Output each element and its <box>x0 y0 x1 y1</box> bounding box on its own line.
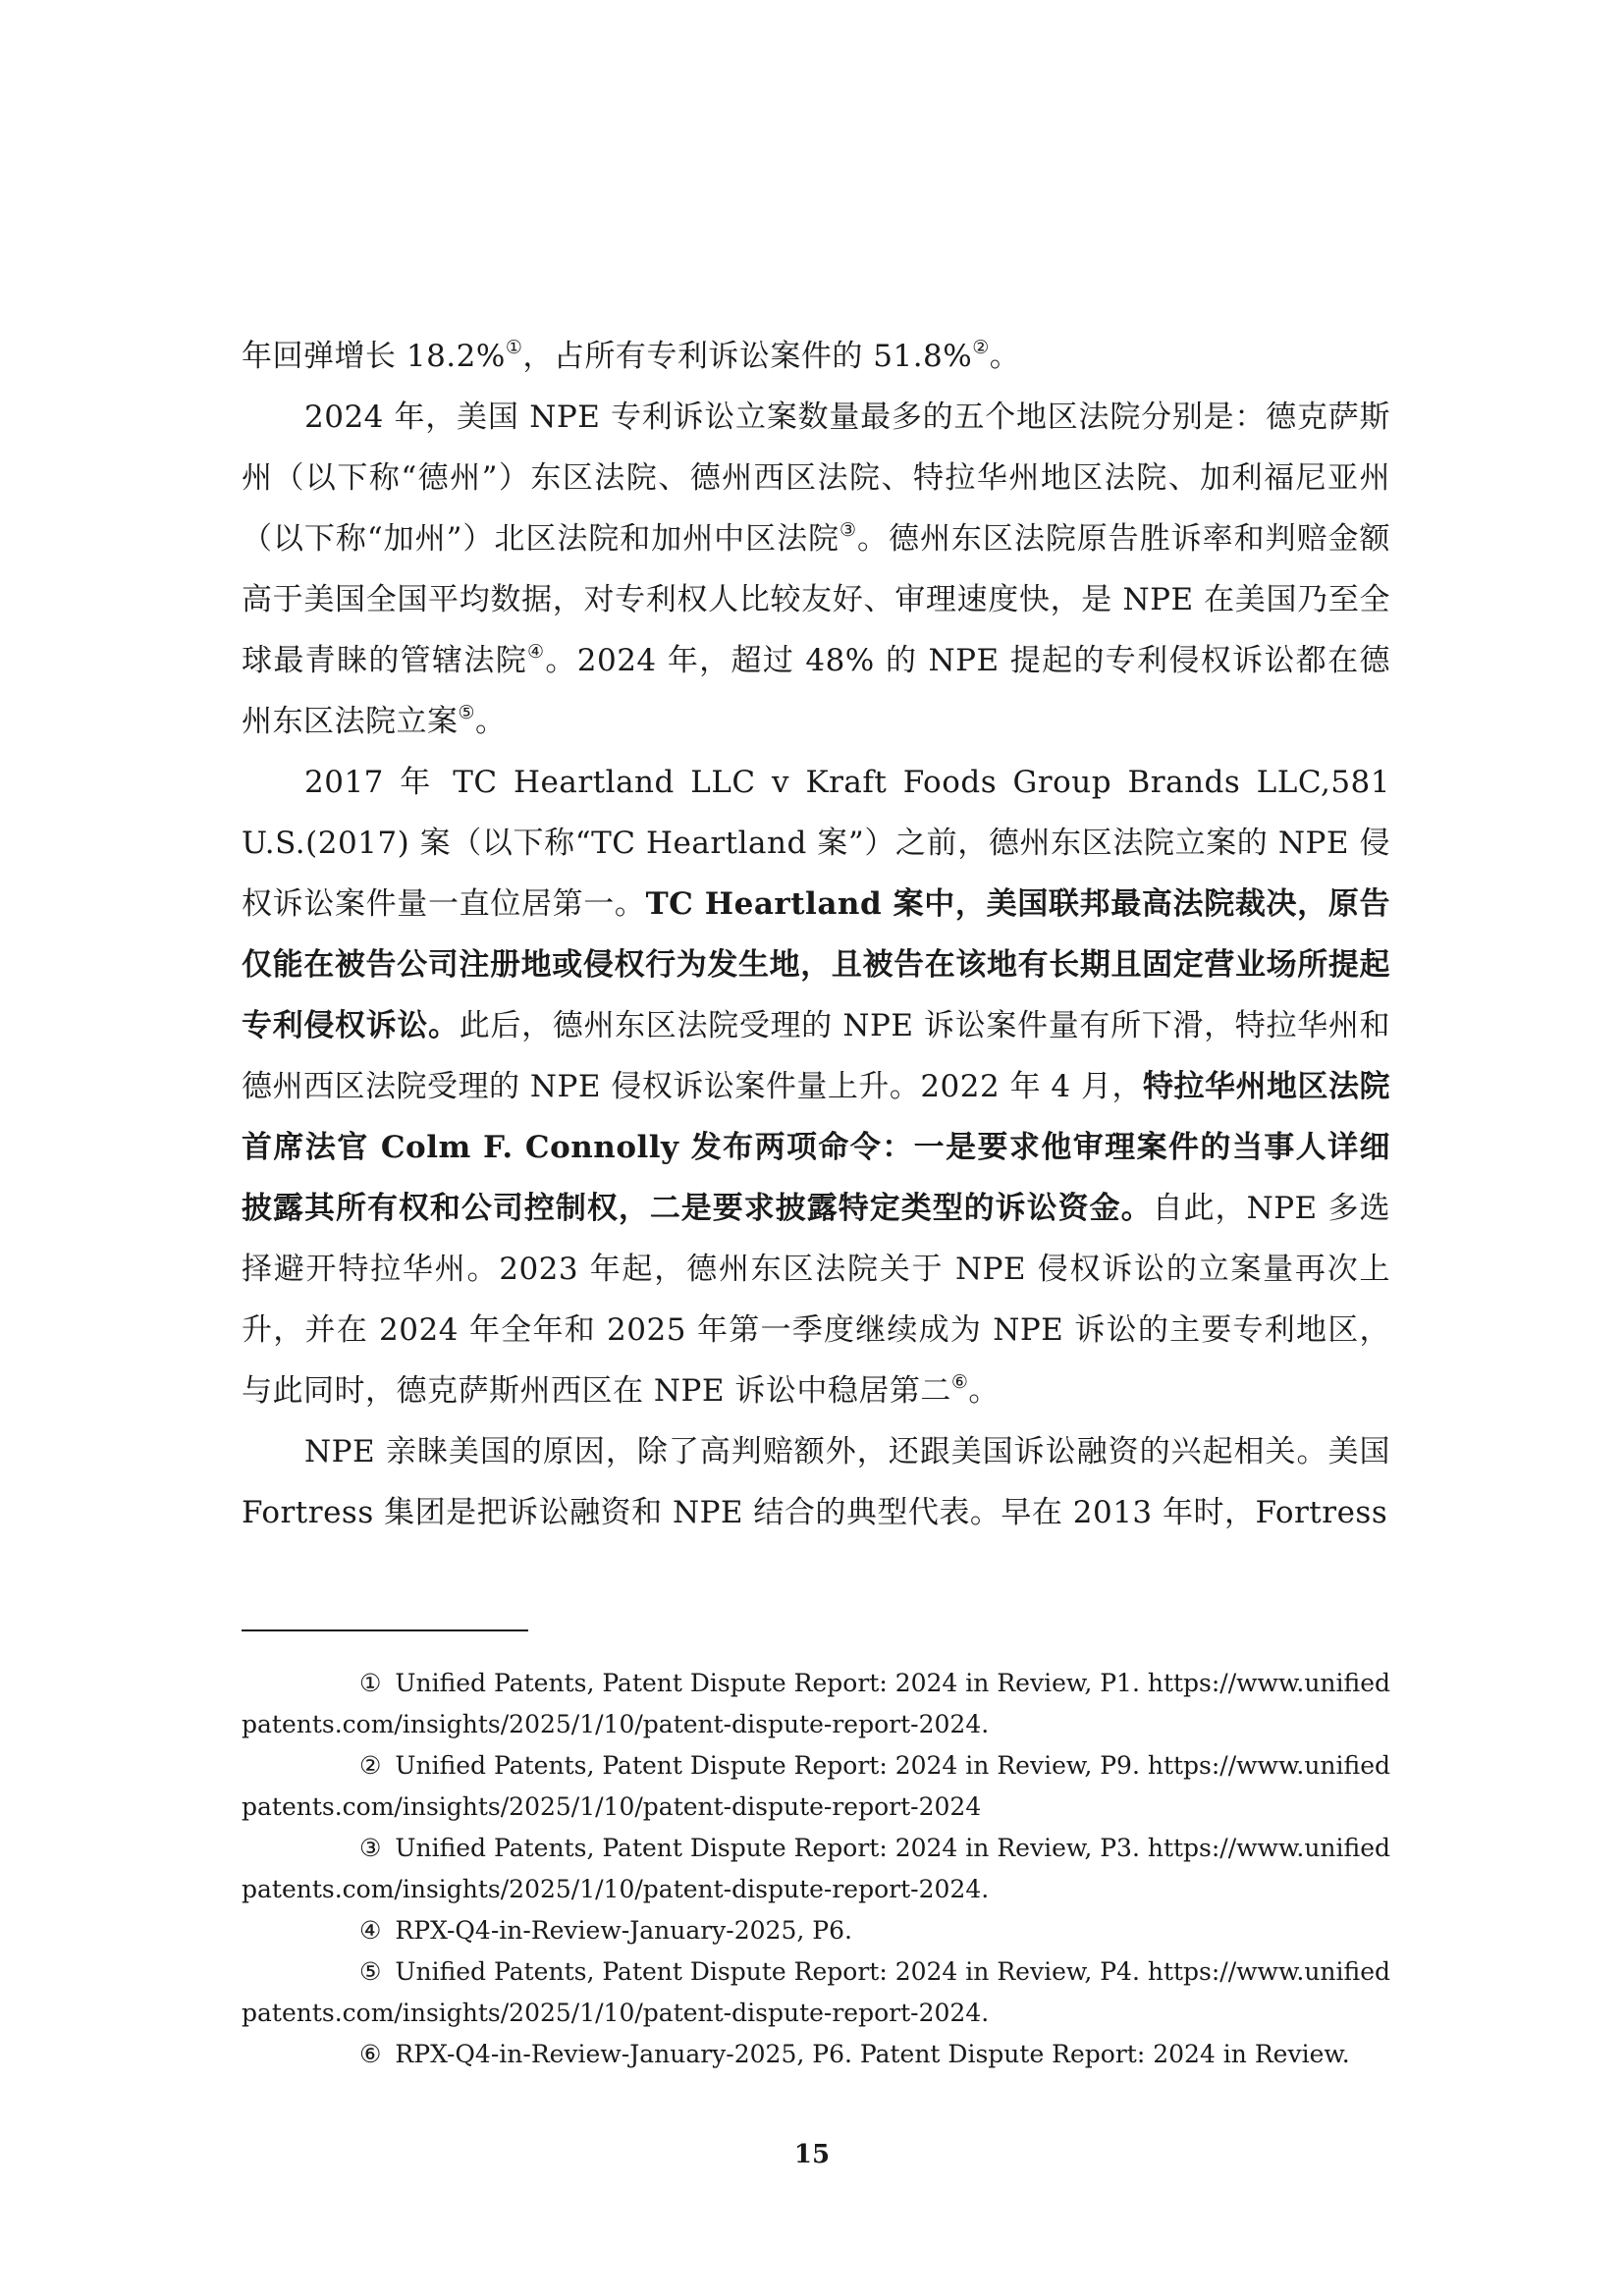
footnote-text: Unified Patents, Patent Dispute Report: 2024 in Review, P4. https://www.unifiedpatents.com/insights/2025/1/10/patent-dispute-report-2024. <box>242 1957 1390 2027</box>
footnote-reference: ① <box>505 337 523 358</box>
bold-text-segment: 特拉华州地区法院首席法官 Colm F. Connolly 发布两项命令：一是要求他审理案件的当事人详细披露其所有权和公司控制权，二是要求披露特定类型的诉讼资金。 <box>242 1069 1390 1226</box>
footnote-mark: ③ <box>359 1834 382 1862</box>
text-segment: 自此，NPE 多选择避开特拉华州。2023 年起，德州东区法院关于 NPE 侵权诉讼的立案量再次上升，并在 2024 年全年和 2025 年第一季度继续成为 NPE 诉讼的主要专利地区，与此同时，德克萨斯州西区在 NPE 诉讼中稳居第二 <box>242 1191 1391 1409</box>
text-segment: 。 <box>989 339 1021 374</box>
footnote-mark: ② <box>359 1751 382 1780</box>
footnote-item <box>242 1745 1390 1828</box>
text-segment: 。 <box>968 1373 1000 1409</box>
footnotes <box>242 1663 1390 2075</box>
footnote-reference: ⑥ <box>950 1371 969 1393</box>
footnote-reference: ③ <box>839 519 858 541</box>
footnote-text: Unified Patents, Patent Dispute Report: 2024 in Review, P9. https://www.unifiedpatents.com/insights/2025/1/10/patent-dispute-report-2024 <box>242 1751 1390 1821</box>
footnote-reference: ④ <box>527 641 546 663</box>
footnote-text: Unified Patents, Patent Dispute Report: 2024 in Review, P1. https://www.unifiedpatents.com/insights/2025/1/10/patent-dispute-report-2024. <box>242 1669 1390 1738</box>
footnote-reference: ⑤ <box>458 702 476 723</box>
footnote-item <box>242 1910 1390 1951</box>
footnote-text: RPX-Q4-in-Review-January-2025, P6. Patent Dispute Report: 2024 in Review. <box>395 2040 1350 2068</box>
footnote-mark: ① <box>359 1669 382 1697</box>
footnote-mark: ⑤ <box>359 1957 382 1986</box>
footnote-item <box>242 1663 1390 1745</box>
footnote-item <box>242 1951 1390 2034</box>
text-segment: NPE 亲睐美国的原因，除了高判赔额外，还跟美国诉讼融资的兴起相关。美国 Fortress 集团是把诉讼融资和 NPE 结合的典型代表。早在 2013 年时，Fortress <box>242 1434 1390 1530</box>
text-segment: 。德州东区法院原告胜诉率和判赔金额高于美国全国平均数据，对专利权人比较友好、审理速度快，是 NPE 在美国乃至全球最青睐的管辖法院 <box>242 521 1390 678</box>
footnote-item <box>242 2034 1390 2075</box>
paragraph <box>242 326 1390 387</box>
footnote-reference: ② <box>972 337 990 358</box>
text-segment: 2017 年 TC Heartland LLC v Kraft Foods Group Brands LLC,581 U.S.(2017) 案（以下称“TC Heartland 案”）之前，德州东区法院立案的 NPE 侵权诉讼案件量一直位居第一。 <box>242 765 1390 922</box>
text-segment: 。2024 年，超过 48% 的 NPE 提起的专利侵权诉讼都在德州东区法院立案 <box>242 643 1390 739</box>
footnote-separator <box>242 1629 528 1631</box>
text-segment: 此后，德州东区法院受理的 NPE 诉讼案件量有所下滑，特拉华州和德州西区法院受理的 NPE 侵权诉讼案件量上升。2022 年 4 月， <box>242 1008 1390 1104</box>
text-segment: ，占所有专利诉讼案件的 51.8% <box>522 339 973 374</box>
paragraph <box>242 752 1390 1421</box>
text-segment: 2024 年，美国 NPE 专利诉讼立案数量最多的五个地区法院分别是：德克萨斯州（以下称“德州”）东区法院、德州西区法院、特拉华州地区法院、加利福尼亚州（以下称“加州”）北区法院和加州中区法院 <box>242 400 1390 557</box>
footnote-mark: ⑥ <box>359 2040 382 2068</box>
page-number: 15 <box>793 2140 831 2169</box>
footnote-text: Unified Patents, Patent Dispute Report: 2024 in Review, P3. https://www.unifiedpatents.com/insights/2025/1/10/patent-dispute-report-2024. <box>242 1834 1390 1903</box>
footnote-text: RPX-Q4-in-Review-January-2025, P6. <box>395 1916 852 1945</box>
paragraph <box>242 387 1390 752</box>
body-text <box>242 326 1390 1543</box>
text-segment: 年回弹增长 18.2% <box>242 339 506 374</box>
bold-text-segment: TC Heartland 案中，美国联邦最高法院裁决，原告仅能在被告公司注册地或侵权行为发生地，且被告在该地有长期且固定营业场所提起专利侵权诉讼。 <box>242 886 1391 1043</box>
footnote-mark: ④ <box>359 1916 382 1945</box>
footnote-item <box>242 1828 1390 1910</box>
text-segment: 。 <box>475 704 507 739</box>
paragraph <box>242 1421 1390 1543</box>
